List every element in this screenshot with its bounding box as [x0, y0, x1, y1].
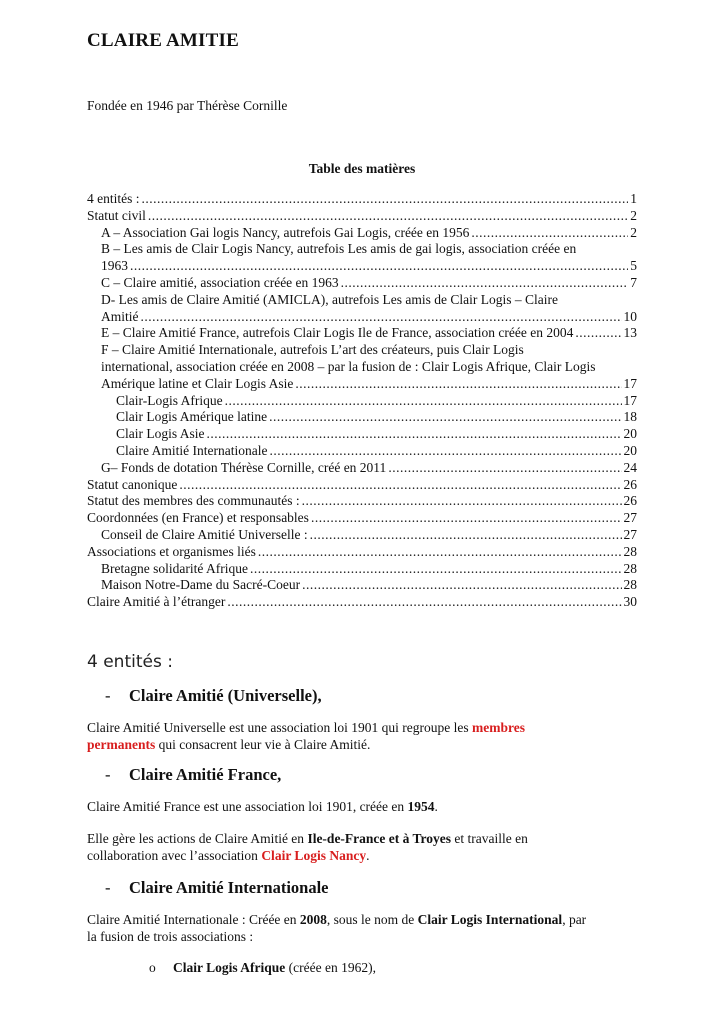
toc-entry[interactable]	[87, 342, 637, 359]
paragraph-france-1	[87, 798, 647, 815]
toc-page-number: 26	[623, 493, 637, 509]
toc-entry-label: Statut civil	[87, 207, 146, 223]
toc-entry-label: Associations et organismes liés	[87, 543, 256, 559]
dash-bullet: -	[105, 765, 111, 784]
toc-page-number: 17	[623, 392, 637, 408]
toc-page-number: 27	[623, 510, 637, 526]
toc-page-number: 26	[623, 476, 637, 492]
toc-leader-dots	[258, 544, 622, 561]
toc-entry[interactable]	[87, 460, 637, 477]
toc-entry[interactable]	[87, 510, 637, 527]
entity-heading-text: Claire Amitié Internationale	[129, 878, 329, 897]
toc-entry[interactable]	[87, 544, 637, 561]
toc-entry[interactable]	[87, 292, 637, 309]
toc-entry-label: Coordonnées (en France) et responsables	[87, 510, 309, 526]
toc-page-number: 18	[623, 409, 637, 425]
toc-entry-label: 1963	[101, 258, 128, 274]
bold-text: Clair Logis International	[417, 912, 563, 927]
highlight-text: permanents	[87, 737, 156, 752]
highlight-text: Clair Logis Nancy	[261, 848, 367, 863]
toc-page-number: 28	[623, 543, 637, 559]
toc-leader-dots	[311, 510, 622, 527]
toc-page-number: 27	[623, 526, 637, 542]
text-run: , par	[562, 912, 587, 927]
toc-leader-dots	[310, 527, 622, 544]
toc-entry-label: A – Association Gai logis Nancy, autrefois Gai Logis, créée en 1956	[101, 224, 470, 240]
toc-page-number: 2	[630, 207, 637, 223]
sub-bullet-item	[149, 960, 376, 976]
text-run: .	[434, 799, 438, 814]
entity-heading-text: Claire Amitié France,	[129, 765, 282, 784]
text-run: (créée en 1962),	[285, 960, 376, 975]
toc-entry-label: G– Fonds de dotation Thérèse Cornille, créé en 2011	[101, 459, 387, 475]
document-title: CLAIRE AMITIE	[87, 30, 239, 51]
toc-entry-label: 4 entités :	[87, 191, 140, 206]
bold-text: 1954	[407, 799, 435, 814]
toc-entry-label: Conseil de Claire Amitié Universelle :	[101, 526, 308, 542]
text-run: Claire Amitié France est une association loi 1901, créée en	[87, 799, 408, 814]
toc-leader-dots	[269, 443, 621, 460]
toc-page-number: 28	[623, 560, 637, 576]
paragraph-universelle	[87, 719, 647, 753]
toc-entry[interactable]	[87, 577, 637, 594]
toc-entry-label: Statut canonique	[87, 476, 178, 492]
toc-leader-dots	[225, 393, 622, 410]
toc-entry-label: Bretagne solidarité Afrique	[101, 560, 248, 576]
toc-leader-dots	[227, 594, 621, 611]
toc-entry[interactable]	[87, 376, 637, 393]
toc-entry[interactable]	[87, 325, 637, 342]
toc-entry[interactable]	[87, 426, 637, 443]
text-run: , sous le nom de	[326, 912, 418, 927]
toc-entry[interactable]	[87, 359, 637, 376]
toc-entry[interactable]	[87, 309, 637, 326]
toc-leader-dots	[142, 191, 629, 208]
toc-page-number: 30	[623, 594, 637, 610]
toc-entry[interactable]	[87, 191, 637, 208]
toc-entry[interactable]	[87, 409, 637, 426]
toc-page-number: 20	[623, 442, 637, 458]
toc-entry[interactable]	[87, 493, 637, 510]
toc-entry-label: E – Claire Amitié France, autrefois Clair Logis Ile de France, association créée en 2004	[101, 325, 574, 341]
toc-leader-dots	[148, 208, 628, 225]
dash-bullet: -	[105, 878, 111, 897]
toc-leader-dots	[207, 426, 622, 443]
toc-entry-label: Amitié	[101, 308, 139, 324]
section-heading: 4 entités :	[87, 652, 173, 672]
text-run: collaboration avec l’association	[87, 848, 262, 863]
toc-entry[interactable]	[87, 477, 637, 494]
toc-entry[interactable]	[87, 443, 637, 460]
toc-entry-label: Maison Notre-Dame du Sacré-Coeur	[101, 577, 301, 593]
toc-entry-label: C – Claire amitié, association créée en 1963	[101, 274, 339, 290]
toc-page-number: 28	[623, 577, 637, 593]
text-run: .	[366, 848, 370, 863]
toc-entry[interactable]	[87, 561, 637, 578]
text-run: Claire Amitié Internationale : Créée en	[87, 912, 300, 927]
toc-page-number: 2	[630, 224, 637, 240]
entity-heading-text: Claire Amitié (Universelle),	[129, 686, 322, 705]
bold-text: 2008	[299, 912, 327, 927]
toc-entry-label: Claire Amitié à l’étranger	[87, 594, 226, 610]
toc-leader-dots	[575, 325, 621, 342]
text-run: et travaille en	[451, 831, 528, 846]
toc-leader-dots	[302, 493, 622, 510]
toc-entry-label: Clair Logis Asie	[116, 426, 205, 442]
paragraph-france-2	[87, 830, 647, 864]
bold-text: Ile-de-France et à Troyes	[307, 831, 452, 846]
toc-entry[interactable]	[87, 275, 637, 292]
paragraph-internationale	[87, 911, 647, 945]
toc-entry[interactable]	[87, 258, 637, 275]
text-run: Elle gère les actions de Claire Amitié en	[87, 831, 308, 846]
table-of-contents	[87, 191, 637, 611]
dash-bullet: -	[105, 686, 111, 705]
toc-page-number: 17	[623, 375, 637, 391]
toc-leader-dots	[471, 225, 628, 242]
toc-entry[interactable]	[87, 225, 637, 242]
text-run: la fusion de trois associations :	[87, 929, 254, 944]
toc-entry[interactable]	[87, 393, 637, 410]
entity-heading-france	[105, 765, 281, 785]
toc-page-number: 1	[630, 191, 637, 206]
toc-leader-dots	[388, 460, 621, 477]
toc-leader-dots	[179, 477, 621, 494]
toc-page-number: 5	[630, 258, 637, 274]
toc-entry[interactable]	[87, 241, 637, 258]
text-run: qui consacrent leur vie à Claire Amitié.	[155, 737, 371, 752]
toc-entry-label: Clair-Logis Afrique	[116, 392, 223, 408]
highlight-text: membres	[472, 720, 526, 735]
toc-entry-label: D- Les amis de Claire Amitié (AMICLA), autrefois Les amis de Clair Logis – Claire	[101, 291, 559, 307]
toc-entry[interactable]	[87, 208, 637, 225]
toc-heading: Table des matières	[308, 161, 416, 176]
toc-entry-label: Claire Amitié Internationale	[116, 442, 268, 458]
circle-bullet: o	[149, 960, 156, 975]
toc-page-number: 20	[623, 426, 637, 442]
toc-leader-dots	[130, 258, 628, 275]
toc-entry-label: B – Les amis de Clair Logis Nancy, autrefois Les amis de gai logis, association créée en	[101, 241, 577, 257]
toc-page-number: 7	[630, 274, 637, 290]
toc-leader-dots	[250, 561, 622, 578]
toc-entry-label: international, association créée en 2008 – par la fusion de : Clair Logis Afrique, Clair Logis	[101, 358, 596, 374]
toc-leader-dots	[269, 409, 621, 426]
bold-text: Clair Logis Afrique	[173, 960, 286, 975]
toc-entry[interactable]	[87, 594, 637, 611]
toc-page-number: 24	[623, 459, 637, 475]
toc-entry-label: F – Claire Amitié Internationale, autrefois L’art des créateurs, puis Clair Logis	[101, 342, 524, 358]
toc-entry-label: Statut des membres des communautés :	[87, 493, 300, 509]
toc-entry-label: Clair Logis Amérique latine	[116, 409, 268, 425]
toc-leader-dots	[341, 275, 629, 292]
toc-entry[interactable]	[87, 527, 637, 544]
toc-page-number: 10	[623, 308, 637, 324]
founded-line: Fondée en 1946 par Thérèse Cornille	[87, 98, 288, 113]
toc-leader-dots	[141, 309, 622, 326]
entity-heading-universelle	[105, 686, 322, 706]
toc-entry-label: Amérique latine et Clair Logis Asie	[101, 375, 294, 391]
toc-leader-dots	[302, 577, 621, 594]
entity-heading-internationale	[105, 878, 329, 898]
text-run: Claire Amitié Universelle est une association loi 1901 qui regroupe les	[87, 720, 473, 735]
toc-page-number: 13	[623, 325, 637, 341]
toc-leader-dots	[295, 376, 621, 393]
